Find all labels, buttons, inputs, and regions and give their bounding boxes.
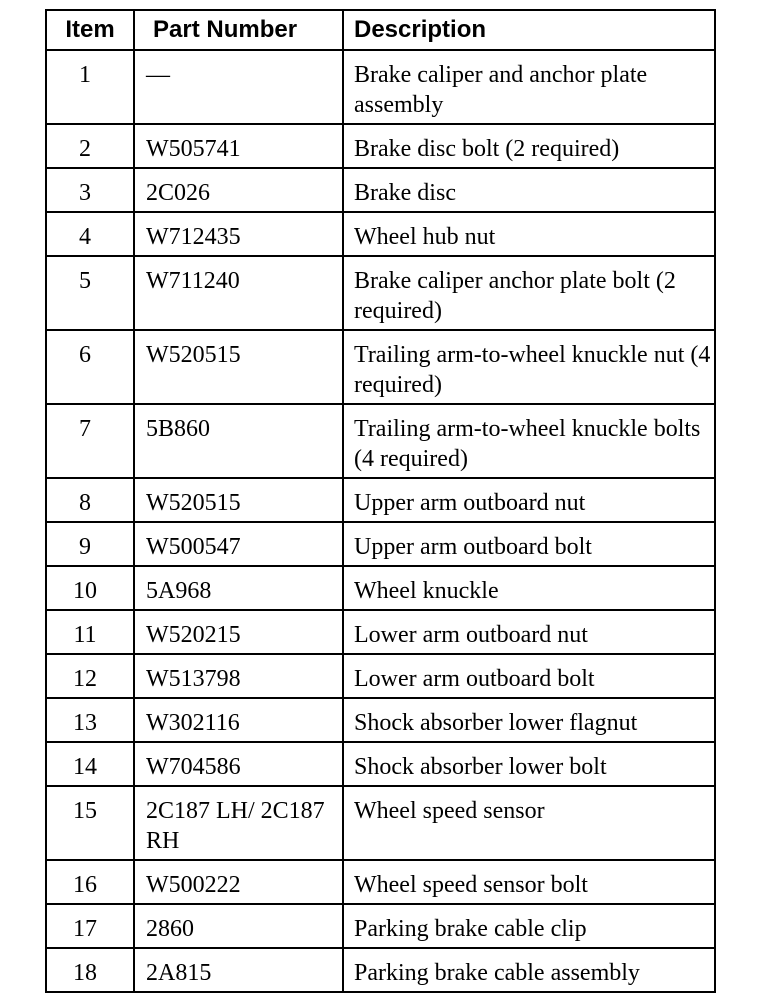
description-cell: Parking brake cable clip bbox=[343, 904, 715, 948]
description-cell: Brake disc bbox=[343, 168, 715, 212]
item-cell: 8 bbox=[46, 478, 134, 522]
table-row bbox=[46, 566, 715, 610]
part-number-cell: — bbox=[134, 50, 343, 124]
table-row bbox=[46, 168, 715, 212]
description-cell: Shock absorber lower flagnut bbox=[343, 698, 715, 742]
part-number-cell: 5A968 bbox=[134, 566, 343, 610]
description-cell: Lower arm outboard nut bbox=[343, 610, 715, 654]
table-row bbox=[46, 742, 715, 786]
table-row bbox=[46, 698, 715, 742]
table-row bbox=[46, 786, 715, 860]
item-cell: 11 bbox=[46, 610, 134, 654]
description-cell: Trailing arm-to-wheel knuckle bolts (4 required) bbox=[343, 404, 715, 478]
parts-table bbox=[45, 9, 716, 993]
description-cell: Lower arm outboard bolt bbox=[343, 654, 715, 698]
item-cell: 6 bbox=[46, 330, 134, 404]
part-number-cell: W704586 bbox=[134, 742, 343, 786]
item-cell: 17 bbox=[46, 904, 134, 948]
description-cell: Brake caliper and anchor plate assembly bbox=[343, 50, 715, 124]
item-cell: 3 bbox=[46, 168, 134, 212]
column-header-part-number: Part Number bbox=[134, 10, 343, 50]
part-number-cell: W302116 bbox=[134, 698, 343, 742]
part-number-cell: W500222 bbox=[134, 860, 343, 904]
table-row bbox=[46, 212, 715, 256]
table-row bbox=[46, 904, 715, 948]
description-cell: Upper arm outboard bolt bbox=[343, 522, 715, 566]
part-number-cell: W712435 bbox=[134, 212, 343, 256]
table-row bbox=[46, 330, 715, 404]
part-number-cell: W711240 bbox=[134, 256, 343, 330]
item-cell: 9 bbox=[46, 522, 134, 566]
item-cell: 14 bbox=[46, 742, 134, 786]
description-cell: Brake disc bolt (2 required) bbox=[343, 124, 715, 168]
description-cell: Parking brake cable assembly bbox=[343, 948, 715, 992]
table-row bbox=[46, 124, 715, 168]
item-cell: 1 bbox=[46, 50, 134, 124]
table-row bbox=[46, 256, 715, 330]
table-row bbox=[46, 948, 715, 992]
column-header-item: Item bbox=[46, 10, 134, 50]
part-number-cell: 2A815 bbox=[134, 948, 343, 992]
table-header-row bbox=[46, 10, 715, 50]
description-cell: Shock absorber lower bolt bbox=[343, 742, 715, 786]
column-header-description: Description bbox=[343, 10, 715, 50]
description-cell: Trailing arm-to-wheel knuckle nut (4 required) bbox=[343, 330, 715, 404]
table-row bbox=[46, 654, 715, 698]
table-row bbox=[46, 478, 715, 522]
description-cell: Wheel knuckle bbox=[343, 566, 715, 610]
item-cell: 10 bbox=[46, 566, 134, 610]
table-row bbox=[46, 50, 715, 124]
description-cell: Wheel speed sensor bolt bbox=[343, 860, 715, 904]
description-cell: Wheel speed sensor bbox=[343, 786, 715, 860]
item-cell: 16 bbox=[46, 860, 134, 904]
item-cell: 4 bbox=[46, 212, 134, 256]
item-cell: 13 bbox=[46, 698, 134, 742]
item-cell: 15 bbox=[46, 786, 134, 860]
part-number-cell: 2C026 bbox=[134, 168, 343, 212]
part-number-cell: 2860 bbox=[134, 904, 343, 948]
part-number-cell: W505741 bbox=[134, 124, 343, 168]
part-number-cell: W500547 bbox=[134, 522, 343, 566]
item-cell: 5 bbox=[46, 256, 134, 330]
table-row bbox=[46, 522, 715, 566]
item-cell: 12 bbox=[46, 654, 134, 698]
part-number-cell: 5B860 bbox=[134, 404, 343, 478]
table-row bbox=[46, 404, 715, 478]
part-number-cell: W520215 bbox=[134, 610, 343, 654]
item-cell: 2 bbox=[46, 124, 134, 168]
table-row bbox=[46, 610, 715, 654]
part-number-cell: 2C187 LH/ 2C187 RH bbox=[134, 786, 343, 860]
part-number-cell: W520515 bbox=[134, 478, 343, 522]
item-cell: 18 bbox=[46, 948, 134, 992]
description-cell: Wheel hub nut bbox=[343, 212, 715, 256]
part-number-cell: W520515 bbox=[134, 330, 343, 404]
part-number-cell: W513798 bbox=[134, 654, 343, 698]
description-cell: Upper arm outboard nut bbox=[343, 478, 715, 522]
table-row bbox=[46, 860, 715, 904]
description-cell: Brake caliper anchor plate bolt (2 required) bbox=[343, 256, 715, 330]
item-cell: 7 bbox=[46, 404, 134, 478]
